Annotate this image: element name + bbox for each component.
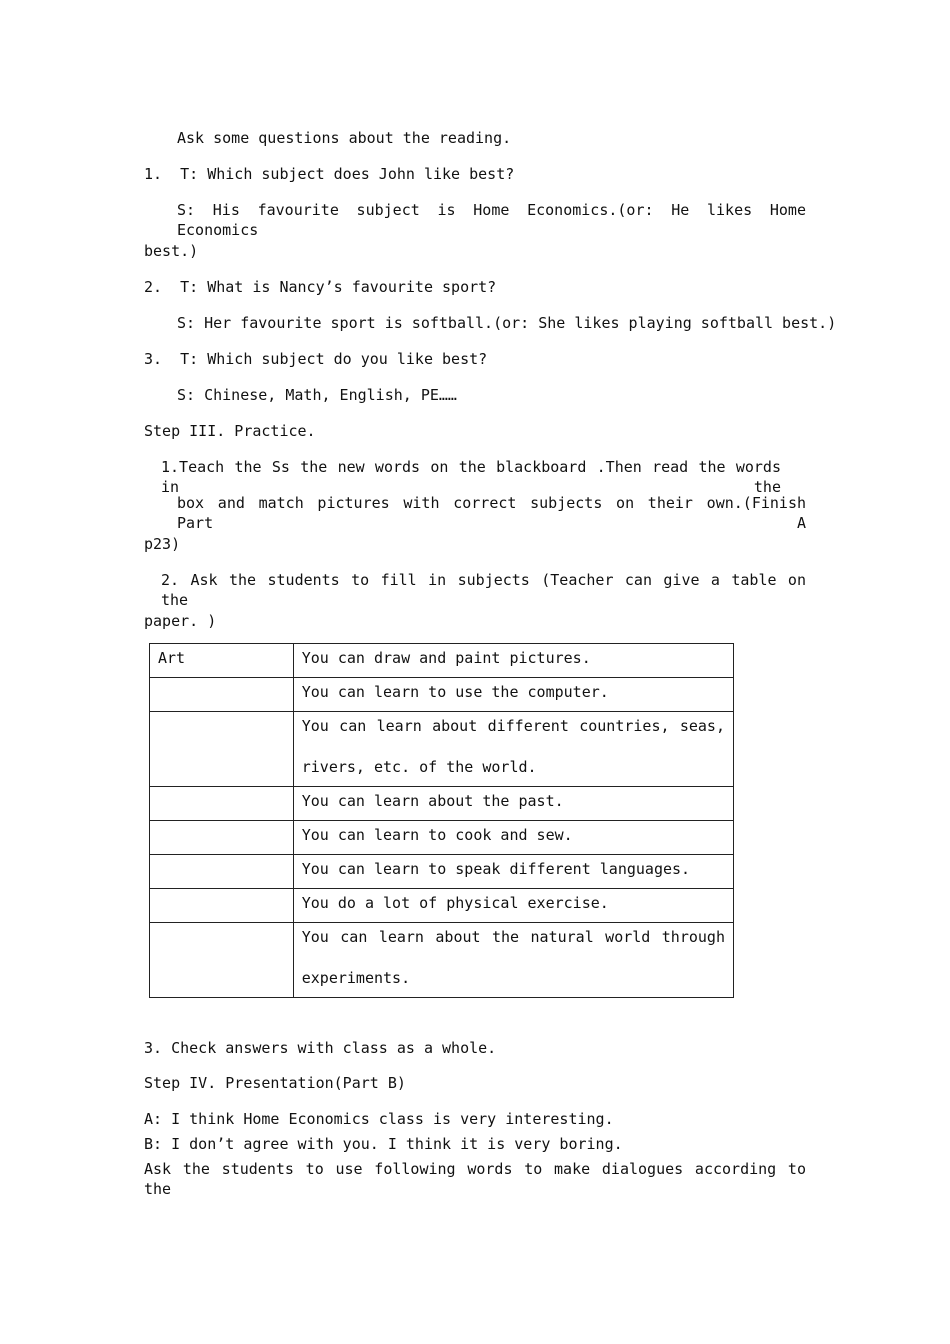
description-line: You can learn about the natural world through	[301, 928, 725, 946]
question-1: 1. T: Which subject does John like best?	[144, 165, 515, 183]
check-answers-text: 3. Check answers with class as a whole.	[144, 1039, 497, 1057]
subjects-table	[149, 643, 734, 998]
table-row	[150, 644, 734, 678]
dialogue-line-b: B: I don’t agree with you. I think it is very boring.	[144, 1135, 623, 1153]
step-3-heading: Step III. Practice.	[144, 422, 316, 440]
description-cell: You can learn about the past.	[293, 787, 733, 821]
subject-cell[interactable]: Art	[150, 644, 294, 678]
subject-cell[interactable]	[150, 889, 294, 923]
dialogue-line-a: A: I think Home Economics class is very interesting.	[144, 1110, 614, 1128]
table-row	[150, 678, 734, 712]
description-cell: You can learn to cook and sew.	[293, 821, 733, 855]
step-3-item-1-line3: p23)	[144, 535, 181, 553]
description-cell	[293, 712, 733, 787]
description-cell: You can learn to use the computer.	[293, 678, 733, 712]
description-cell: You can draw and paint pictures.	[293, 644, 733, 678]
subject-cell[interactable]	[150, 678, 294, 712]
table-row	[150, 855, 734, 889]
table-row	[150, 889, 734, 923]
step-3-item-1-line1: 1.Teach the Ss the new words on the blackboard .Then read the words in the	[161, 458, 781, 496]
description-line: You can learn about different countries, seas,	[301, 717, 725, 735]
subject-cell[interactable]	[150, 923, 294, 998]
question-2: 2. T: What is Nancy’s favourite sport?	[144, 278, 497, 296]
subject-cell[interactable]	[150, 855, 294, 889]
intro-text: Ask some questions about the reading.	[177, 129, 512, 147]
question-3: 3. T: Which subject do you like best?	[144, 350, 488, 368]
description-cell: You can learn to speak different languages.	[293, 855, 733, 889]
step-3-item-1-line2: box and match pictures with correct subjects on their own.(Finish Part A	[177, 494, 806, 532]
answer-1-line1: S: His favourite subject is Home Economics.(or: He likes Home Economics	[177, 201, 806, 239]
subject-cell[interactable]	[150, 787, 294, 821]
description-line: experiments.	[301, 969, 411, 987]
answer-1-line2: best.)	[144, 242, 199, 260]
table-row	[150, 821, 734, 855]
table-row	[150, 787, 734, 821]
step-4-instruction: Ask the students to use following words to make dialogues according to the	[144, 1160, 806, 1198]
answer-2: S: Her favourite sport is softball.(or: She likes playing softball best.)	[177, 314, 837, 332]
description-cell: You do a lot of physical exercise.	[293, 889, 733, 923]
step-3-item-2-line1: 2. Ask the students to fill in subjects (Teacher can give a table on the	[161, 571, 806, 609]
table-row	[150, 923, 734, 998]
description-cell	[293, 923, 733, 998]
step-4-heading: Step IV. Presentation(Part B)	[144, 1074, 406, 1092]
description-line: rivers, etc. of the world.	[301, 758, 537, 776]
answer-3: S: Chinese, Math, English, PE……	[177, 386, 457, 404]
table-row	[150, 712, 734, 787]
step-3-item-2-line2: paper. )	[144, 612, 217, 630]
subject-cell[interactable]	[150, 821, 294, 855]
subject-cell[interactable]	[150, 712, 294, 787]
